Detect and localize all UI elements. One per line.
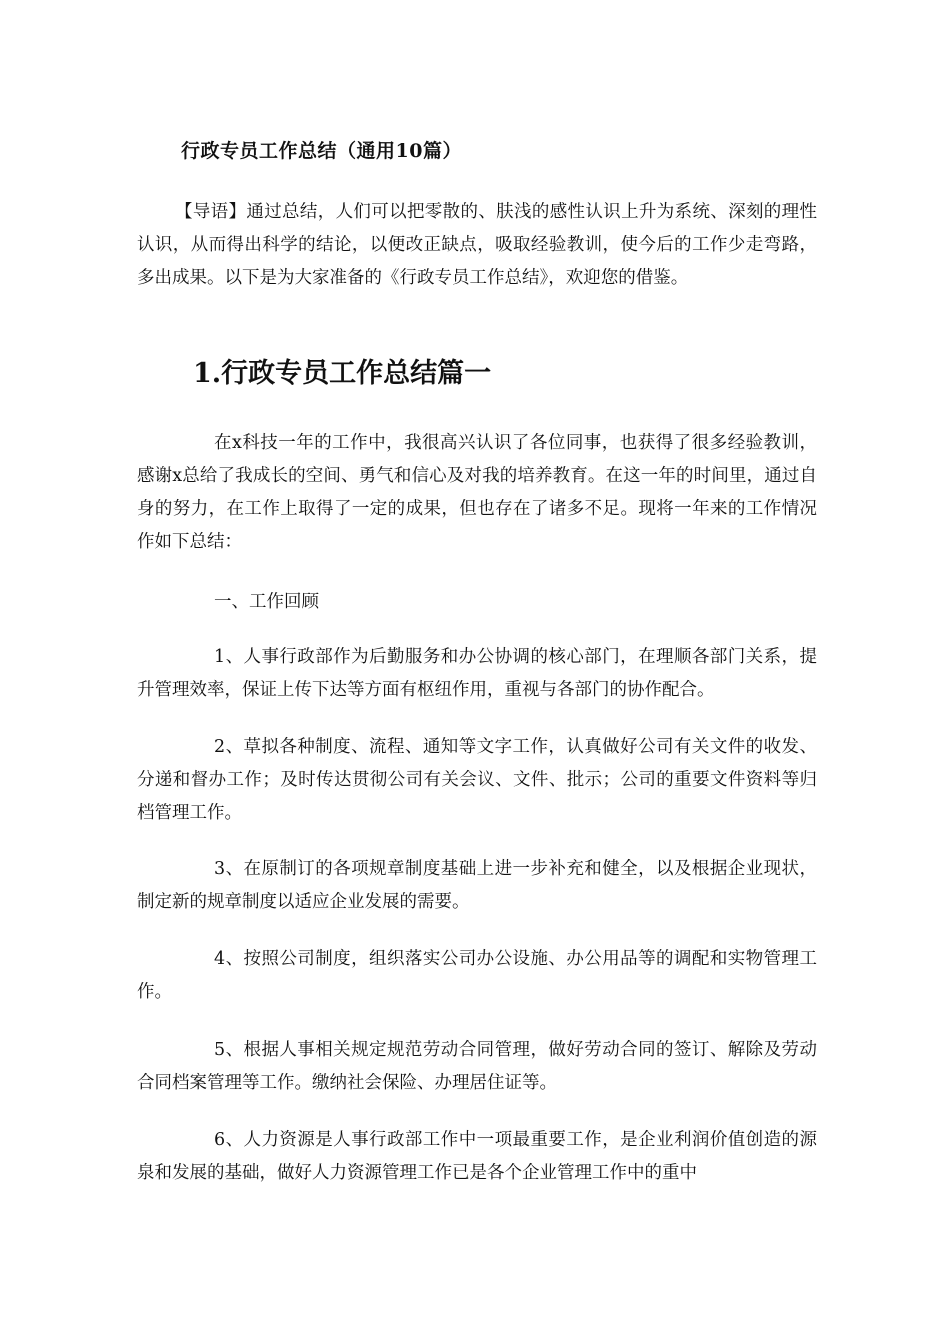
list-item: 3、在原制订的各项规章制度基础上进一步补充和健全，以及根据企业现状，制定新的规章制度以适应企业发展的需要。 — [137, 859, 817, 912]
opening-paragraph: 在x科技一年的工作中，我很高兴认识了各位同事，也获得了很多经验教训，感谢x总给了我成长的空间、勇气和信心及对我的培养教育。在这一年的时间里，通过自身的努力，在工作上取得了一定的成果，但也存在了诸多不足。现将一年来的工作情况作如下总结： — [137, 433, 817, 552]
sub-heading: 一、工作回顾 — [214, 592, 319, 612]
intro-paragraph: 【导语】通过总结，人们可以把零散的、肤浅的感性认识上升为系统、深刻的理性认识，从而得出科学的结论，以便改正缺点，吸取经验教训，使今后的工作少走弯路，多出成果。以下是为大家准备的《行政专员工作总结》，欢迎您的借鉴。 — [137, 202, 817, 288]
list-item: 6、人力资源是人事行政部工作中一项最重要工作，是企业利润价值创造的源泉和发展的基础，做好人力资源管理工作已是各个企业管理工作中的重中 — [137, 1130, 817, 1183]
list-item: 4、按照公司制度，组织落实公司办公设施、办公用品等的调配和实物管理工作。 — [137, 949, 817, 1002]
list-item: 2、草拟各种制度、流程、通知等文字工作，认真做好公司有关文件的收发、分递和督办工作；及时传达贯彻公司有关会议、文件、批示；公司的重要文件资料等归档管理工作。 — [137, 737, 817, 823]
section-heading: 1.行政专员工作总结篇一 — [193, 358, 492, 389]
list-item: 1、人事行政部作为后勤服务和办公协调的核心部门，在理顺各部门关系，提升管理效率，保证上传下达等方面有枢纽作用，重视与各部门的协作配合。 — [137, 647, 817, 700]
document-title: 行政专员工作总结（通用10篇） — [181, 140, 462, 162]
list-item: 5、根据人事相关规定规范劳动合同管理，做好劳动合同的签订、解除及劳动合同档案管理等工作。缴纳社会保险、办理居住证等。 — [137, 1040, 817, 1093]
